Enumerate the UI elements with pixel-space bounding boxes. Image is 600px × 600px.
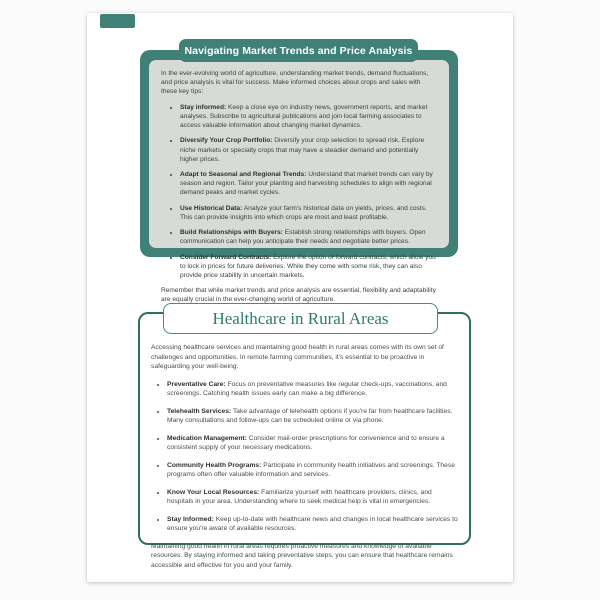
list-item [167,380,458,399]
healthcare-body [140,314,469,569]
healthcare-card [138,312,471,569]
list-item [180,170,437,198]
healthcare-outro: Maintaining good health in rural areas requires proactive measures and knowledge of available resources. By staying informed and taking preventative steps, you can ensure that healthcare remains accessible and effective for you and your family. [151,542,453,569]
bullet-text: Consider mail-order prescriptions for convenience and to ensure a consistent supply of your necessary medications. [167,434,445,452]
bullet-label: Medication Management: [167,434,247,442]
bullet-label: Use Historical Data: [180,204,243,212]
list-item [180,253,437,281]
bullet-text: Keep a close eye on industry news, government reports, and market analyses. Subscribe to agricultural publications and join local farming associates to access valuable information about changing market dynamics. [180,103,428,130]
list-item [167,434,458,453]
market-trends-title: Navigating Market Trends and Price Analysis [179,39,418,62]
healthcare-intro: Accessing healthcare services and maintaining good health in rural areas comes with its own set of challenges and opportunities. In remote farming communities, it's essential to be proactive in safeguarding your well-being. [151,344,444,371]
bullet-text: Take advantage of telehealth options if you're far from healthcare facilities. Many consultations and follow-ups can be scheduled online or via phone. [167,407,453,425]
bullet-text: Understand that market trends can vary by season and region. Tailor your planting and harvesting schedules to align with regional demand peaks and market cycles. [180,170,433,197]
bullet-text: Focus on preventative measures like regular check-ups, vaccinations, and screenings. Catching health issues early can make a big difference. [167,380,447,398]
bullet-label: Telehealth Services: [167,407,232,415]
bullet-text: Participate in community health initiatives and screenings. These programs often offer valuable information and services. [167,461,455,479]
bullet-label: Build Relationships with Buyers: [180,229,283,237]
bullet-text: Familiarize yourself with healthcare providers, clinics, and hospitals in your area. Understanding where to seek medical help is vital in emergencies. [167,488,432,506]
list-item [180,228,437,246]
bullet-text: Diversify your crop selection to spread risk. Explore niche markets or specialty crops that may have a steadier demand and potentially higher prices. [180,137,425,163]
list-item [167,461,458,480]
bullet-label: Preventative Care: [167,380,226,388]
market-trends-outro: Remember that while market trends and price analysis are essential, flexibility and adaptability are equally crucial in the ever-changing world of agriculture. [161,287,436,304]
page-corner-tab [100,14,135,28]
list-item [167,515,458,534]
list-item [180,204,437,222]
list-item [167,407,458,426]
bullet-label: Know Your Local Resources: [167,488,260,496]
healthcare-bullet-list [151,380,458,534]
bullet-label: Consider Forward Contracts: [180,253,272,261]
list-item [167,488,458,507]
bullet-label: Adapt to Seasonal and Regional Trends: [180,170,307,178]
list-item [180,136,437,164]
market-trends-body [149,60,449,304]
bullet-text: Analyze your farm's historical data on yields, prices, and costs. This can provide insights into which crops are most and least profitable. [180,204,427,221]
bullet-label: Stay informed: [180,103,227,111]
bullet-text: Keep up-to-date with healthcare news and changes in local healthcare services to ensure you're aware of available resources. [167,515,458,533]
bullet-label: Stay Informed: [167,515,214,523]
market-trends-intro: In the ever-evolving world of agriculture, understanding market trends, demand fluctuations, and price analysis is vital for success. Make informed choices about crops and sales with these key tips: [161,70,429,96]
market-trends-bullet-list [161,103,437,281]
bullet-label: Community Health Programs: [167,461,262,469]
bullet-text: Establish strong relationships with buyers. Open communication can help you anticipate their needs and negotiate better prices. [180,229,426,246]
healthcare-title: Healthcare in Rural Areas [163,303,438,334]
bullet-label: Diversify Your Crop Portfolio: [180,137,273,145]
list-item [180,103,437,131]
bullet-text: Explore the option of forward contracts, which allow you to lock in prices for future deliveries. While they come with some risk, they can also provide price stability in uncertain markets. [180,253,436,279]
